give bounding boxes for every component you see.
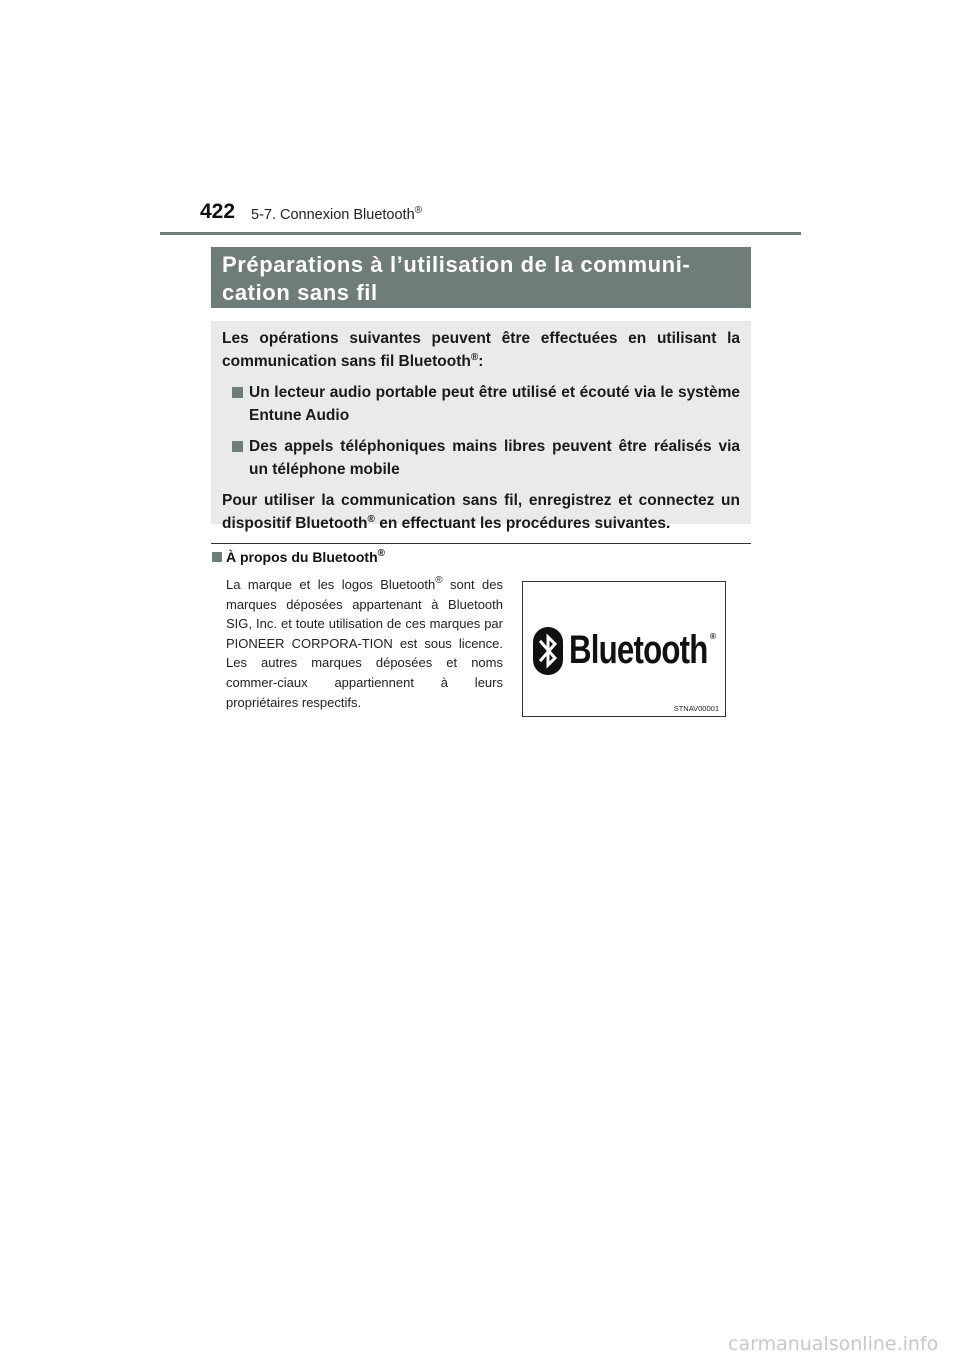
intro-lead bbox=[222, 327, 740, 373]
registered-mark: ® bbox=[470, 352, 479, 363]
bluetooth-wordmark: Bluetooth bbox=[569, 628, 708, 672]
intro-outro bbox=[222, 489, 740, 535]
about-text-rest: sont des marques déposées appartenant à Bluetooth SIG, Inc. et toute utilisation de ces marques par PIONEER CORPORA-TION est sous licence. Les autres marques déposées et noms commer-ciaux appartiennent à leurs propriétaires respectifs. bbox=[226, 577, 503, 710]
logo-registered-mark: ® bbox=[710, 632, 716, 641]
watermark: carmanualsonline.info bbox=[728, 1333, 939, 1355]
section-title-line-1: Préparations à l’utilisation de la communi- bbox=[222, 252, 691, 277]
intro-lead-text: Les opérations suivantes peuvent être effectuées en utilisant la communication sans fil Bluetooth bbox=[222, 330, 740, 370]
square-bullet-icon bbox=[232, 387, 243, 398]
intro-bullet bbox=[222, 435, 740, 481]
intro-lead-colon: : bbox=[478, 353, 484, 370]
about-text-start: La marque et les logos Bluetooth bbox=[226, 577, 436, 592]
about-heading bbox=[212, 549, 385, 565]
square-bullet-icon bbox=[232, 441, 243, 452]
running-header bbox=[251, 207, 422, 223]
intro-bullet bbox=[222, 381, 740, 427]
registered-mark: ® bbox=[414, 205, 423, 216]
about-heading-text: À propos du Bluetooth bbox=[226, 549, 378, 565]
image-code: STNAV00001 bbox=[673, 704, 719, 713]
registered-mark: ® bbox=[435, 575, 443, 586]
about-paragraph bbox=[226, 575, 503, 712]
registered-mark: ® bbox=[367, 514, 375, 525]
header-rule bbox=[160, 232, 801, 235]
square-bullet-icon bbox=[212, 552, 222, 562]
intro-outro-text-end: en effectuant les procédures suivantes. bbox=[374, 515, 671, 532]
section-title-banner bbox=[211, 247, 751, 308]
section-divider bbox=[211, 543, 751, 544]
intro-bullet-text: Des appels téléphoniques mains libres peuvent être réalisés via un téléphone mobile bbox=[249, 438, 740, 478]
registered-mark: ® bbox=[377, 548, 386, 559]
running-header-text: 5-7. Connexion Bluetooth bbox=[251, 207, 415, 223]
intro-outro-text: Pour utiliser la communication sans fil, enregistrez et connectez un dispositif Bluetooth bbox=[222, 492, 740, 532]
bluetooth-icon bbox=[533, 627, 563, 675]
page-number: 422 bbox=[200, 200, 236, 223]
intro-bullet-text: Un lecteur audio portable peut être utilisé et écouté via le système Entune Audio bbox=[249, 384, 740, 424]
intro-box bbox=[211, 321, 751, 532]
bluetooth-logo-figure bbox=[522, 581, 726, 717]
section-title-line-2: cation sans fil bbox=[222, 280, 378, 305]
